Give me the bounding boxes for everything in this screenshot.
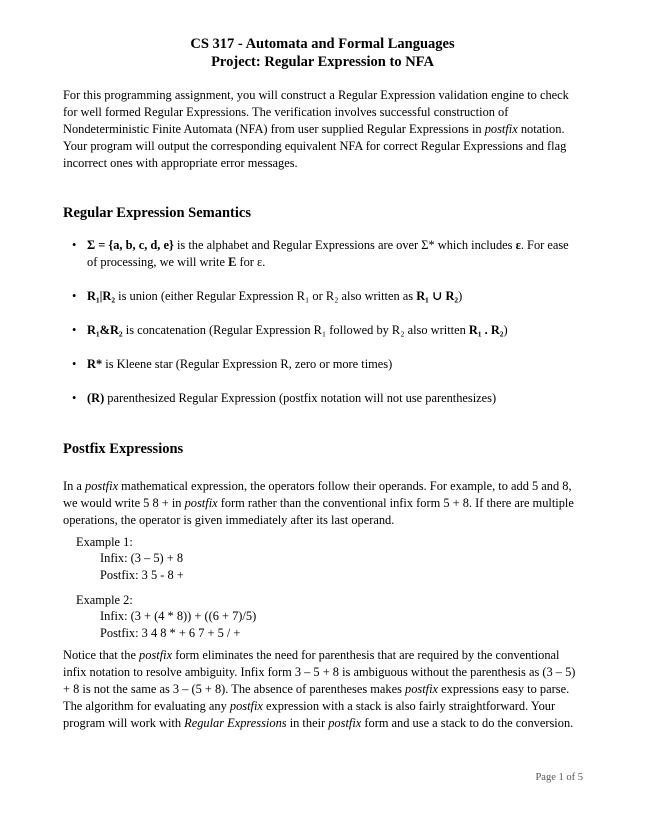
para-text: form and use a stack to do the conversion. (361, 715, 574, 730)
page-number: Page 1 of 5 (535, 772, 583, 783)
bullet-text: is Kleene star (Regular Expression R, zero or more times) (102, 356, 393, 371)
bullet-text: is union (either Regular Expression R₁ or R₂ also written as (115, 288, 417, 303)
bullet-bold: R* (87, 356, 103, 371)
bullet-bold-3: E (228, 254, 237, 269)
semantics-list (72, 237, 582, 423)
para-text: expression with a stack is also fairly straightforward. Your program will work with (63, 698, 556, 730)
intro-italic-1: postfix (484, 121, 518, 136)
example-2-label: Example 2: (76, 593, 133, 607)
bullet-bold: R₁&R₂ (87, 322, 123, 337)
example-1-label: Example 1: (76, 535, 133, 549)
section-heading-postfix: Postfix Expressions (63, 441, 184, 457)
example-2-postfix: Postfix: 3 4 8 * + 6 7 + 5 / + (100, 626, 241, 640)
list-item (72, 288, 582, 305)
para-italic: postfix (184, 495, 218, 510)
para-text: mathematical expression, the operators follow their operands. For example, to add 5 and 8, we would write 5 8 + in (63, 479, 572, 510)
bullet-text: is concatenation (Regular Expression R₁ followed by R₂ also written (122, 322, 469, 337)
para-text: Notice that the (63, 648, 140, 662)
para-text: form eliminates the need for parenthesis that are required by the conventional infix notation to resolve ambiguity. Infix form 3 – 5 + 8 is ambiguous without the parenthesis as (3 – 5) + 8 is not the same as 3 – (5 + 8). The absence of parentheses makes (63, 648, 576, 696)
postfix-paragraph-1 (63, 478, 583, 529)
bullet-icon: • (72, 288, 77, 303)
bullet-icon: • (72, 238, 77, 252)
list-item (72, 356, 582, 373)
para-italic: postfix (328, 715, 362, 730)
bullet-text-2: ) (458, 288, 463, 303)
intro-text-2: notation. Your program will output the corresponding equivalent NFA for correct Regular Expressions and flag incorrect ones with appropriate error messages. (63, 121, 567, 170)
document-title (0, 35, 645, 71)
bullet-bold-2: ε (515, 238, 521, 252)
bullet-icon: • (72, 322, 77, 337)
bullet-text-2: ) (503, 322, 508, 337)
bullet-bold-2: R₁ . R₂ (468, 322, 504, 337)
list-item (72, 322, 582, 339)
para-italic: Regular Expressions (184, 715, 287, 730)
para-text: expressions easy to parse. The algorithm for evaluating any (63, 681, 570, 713)
example-1-postfix: Postfix: 3 5 - 8 + (100, 568, 184, 582)
bullet-text: is the alphabet and Regular Expressions are over Σ* which includes (173, 238, 516, 252)
bullet-bold: Σ = {a, b, c, d, e} (87, 238, 174, 252)
bullet-icon: • (72, 356, 77, 371)
title-line-1: CS 317 - Automata and Formal Languages (190, 36, 455, 52)
postfix-paragraph-2 (63, 647, 583, 732)
para-text: In a (63, 479, 86, 493)
para-text: in their (286, 715, 329, 730)
para-text: form rather than the conventional infix form 5 + 8. If there are multiple operations, the operator is given immediately after its last operand. (63, 495, 574, 527)
bullet-text-2: . For ease of processing, we will write (87, 238, 569, 269)
para-italic: postfix (85, 479, 119, 493)
list-item (72, 237, 582, 271)
bullet-bold: (R) (87, 390, 105, 405)
list-item (72, 390, 582, 407)
title-line-2: Project: Regular Expression to NFA (211, 54, 434, 70)
example-1-infix: Infix: (3 – 5) + 8 (100, 551, 184, 565)
bullet-bold: R₁|R₂ (87, 288, 116, 303)
bullet-bold-2: R₁ ∪ R₂ (416, 288, 459, 303)
bullet-icon: • (72, 390, 77, 405)
intro-paragraph (63, 87, 583, 172)
intro-text-1: For this programming assignment, you will construct a Regular Expression validation engine to check for well formed Regular Expressions. The verification involves successful construction of Nondeterministic Finite Automata (NFA) from user supplied Regular Expressions in (63, 88, 569, 136)
bullet-text-3: for ε. (236, 254, 266, 269)
para-italic: postfix (139, 648, 173, 662)
example-2-infix: Infix: (3 + (4 * 8)) + ((6 + 7)/5) (100, 609, 257, 623)
para-italic: postfix (229, 698, 263, 713)
section-heading-semantics: Regular Expression Semantics (63, 205, 251, 221)
bullet-text: parenthesized Regular Expression (postfix notation will not use parenthesizes) (104, 390, 497, 405)
para-italic: postfix (405, 681, 439, 696)
